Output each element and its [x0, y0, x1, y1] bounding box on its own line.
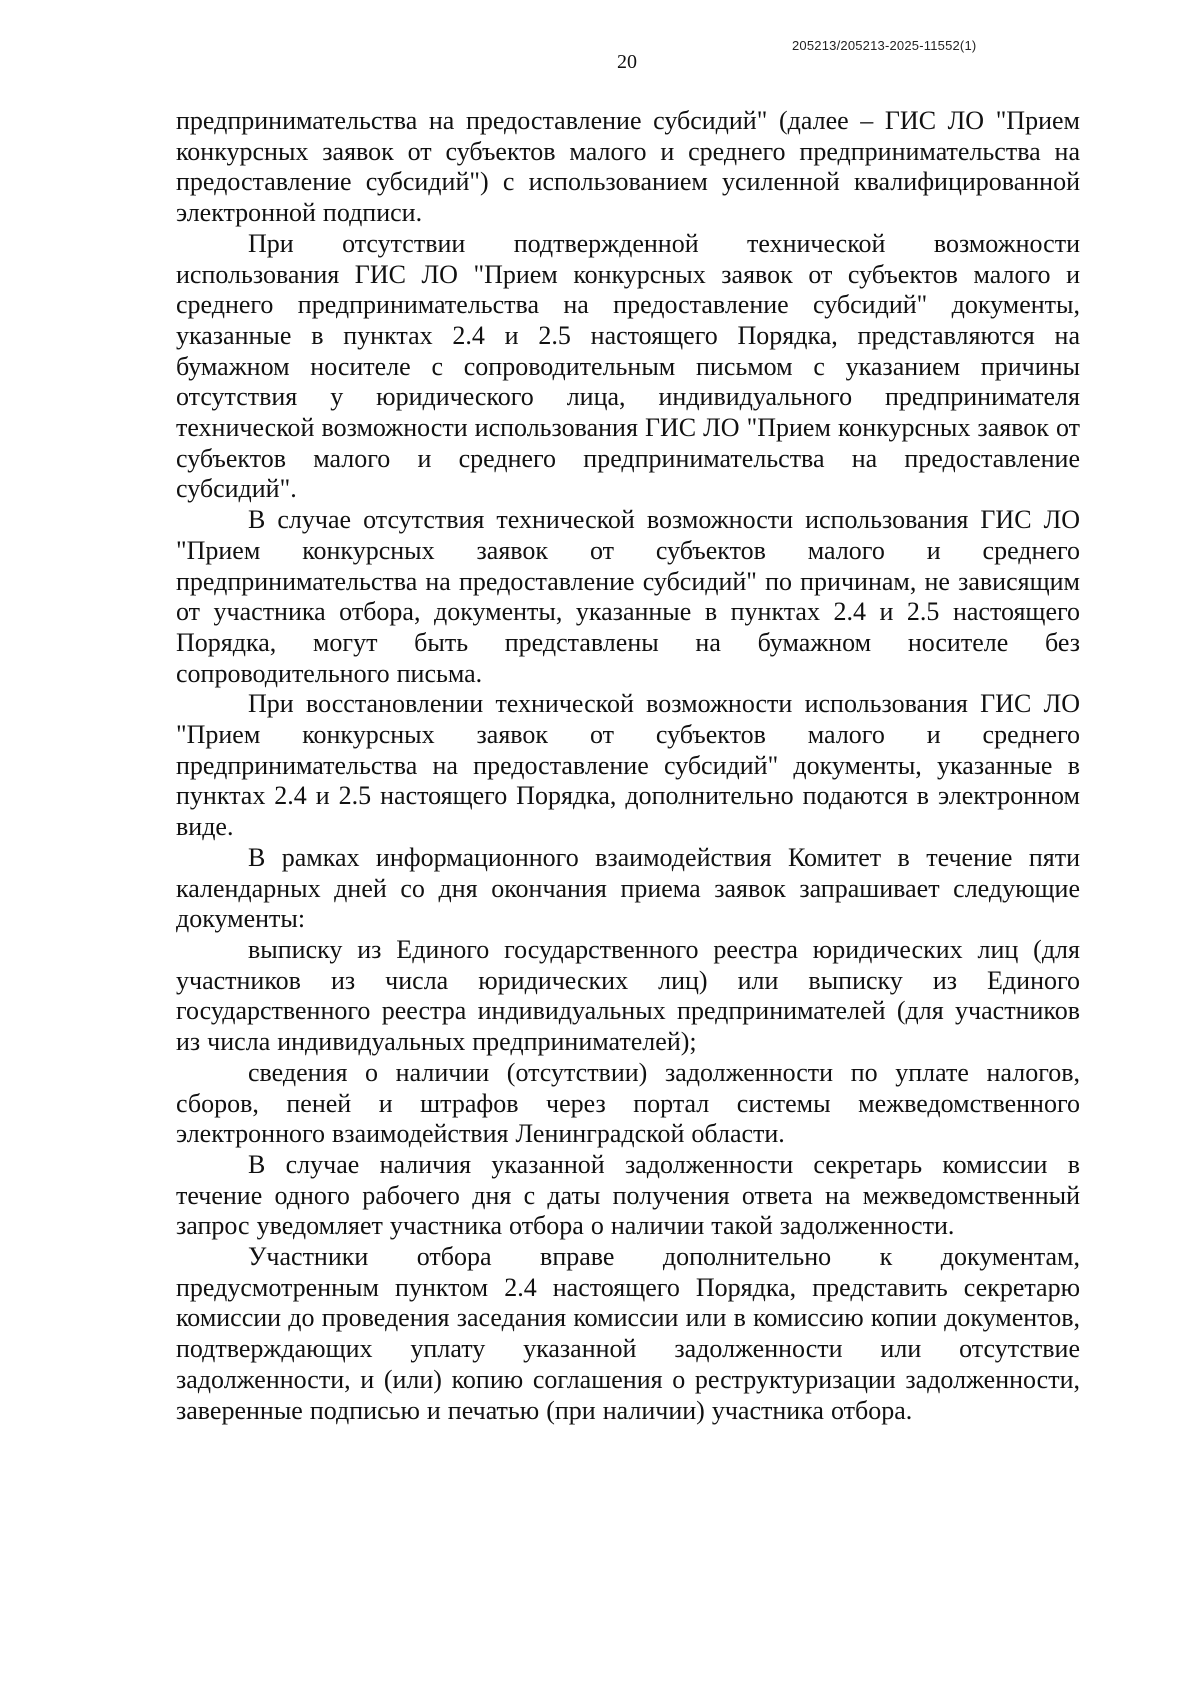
paragraph-technical-failure: В случае отсутствия технической возможности использования ГИС ЛО "Прием конкурсных заявок от субъектов малого и среднего предпринимательства на предоставление субсидий" по причинам, не зависящим от участника отбора, документы, указанные в пунктах 2.4 и 2.5 настоящего Порядка, могут быть представлены на бумажном носителе без сопроводительного письма. — [176, 505, 1080, 688]
paragraph-no-technical-possibility: При отсутствии подтвержденной технической возможности использования ГИС ЛО "Прием конкурсных заявок от субъектов малого и среднего предпринимательства на предоставление субсидий" документы, указанные в пунктах 2.4 и 2.5 настоящего Порядка, представляются на бумажном носителе с сопроводительным письмом с указанием причины отсутствия у юридического лица, индивидуального предпринимателя технической возможности использования ГИС ЛО "Прием конкурсных заявок от субъектов малого и среднего предпринимательства на предоставление субсидий". — [176, 228, 1080, 504]
paragraph-additional-documents: Участники отбора вправе дополнительно к документам, предусмотренным пунктом 2.4 настоящего Порядка, представить секретарю комиссии до проведения заседания комиссии или в комиссию копии документов, подтверждающих уплату указанной задолженности или отсутствие задолженности, и (или) копию соглашения о реструктуризации задолженности, заверенные подписью и печатью (при наличии) участника отбора. — [176, 1242, 1080, 1425]
document-body — [176, 106, 1080, 1426]
paragraph-continuation: предпринимательства на предоставление субсидий" (далее – ГИС ЛО "Прием конкурсных заявок от субъектов малого и среднего предпринимательства на предоставление субсидий") с использованием усиленной квалифицированной электронной подписи. — [176, 106, 1080, 228]
page-number: 20 — [617, 51, 637, 73]
paragraph-registry-extract: выписку из Единого государственного реестра юридических лиц (для участников из числа юридических лиц) или выписку из Единого государственного реестра индивидуальных предпринимателей (для участников из числа индивидуальных предпринимателей); — [176, 934, 1080, 1057]
paragraph-restoration: При восстановлении технической возможности использования ГИС ЛО "Прием конкурсных заявок от субъектов малого и среднего предпринимательства на предоставление субсидий" документы, указанные в пунктах 2.4 и 2.5 настоящего Порядка, дополнительно подаются в электронном виде. — [176, 689, 1080, 842]
paragraph-debt-notification: В случае наличия указанной задолженности секретарь комиссии в течение одного рабочего дня с даты получения ответа на межведомственный запрос уведомляет участника отбора о наличии такой задолженности. — [176, 1149, 1080, 1241]
document-id: 205213/205213-2025-11552(1) — [792, 38, 977, 53]
paragraph-interagency-request: В рамках информационного взаимодействия Комитет в течение пяти календарных дней со дня окончания приема заявок запрашивает следующие документы: — [176, 842, 1080, 934]
paragraph-debt-information: сведения о наличии (отсутствии) задолженности по уплате налогов, сборов, пеней и штрафов через портал системы межведомственного электронного взаимодействия Ленинградской области. — [176, 1057, 1080, 1149]
